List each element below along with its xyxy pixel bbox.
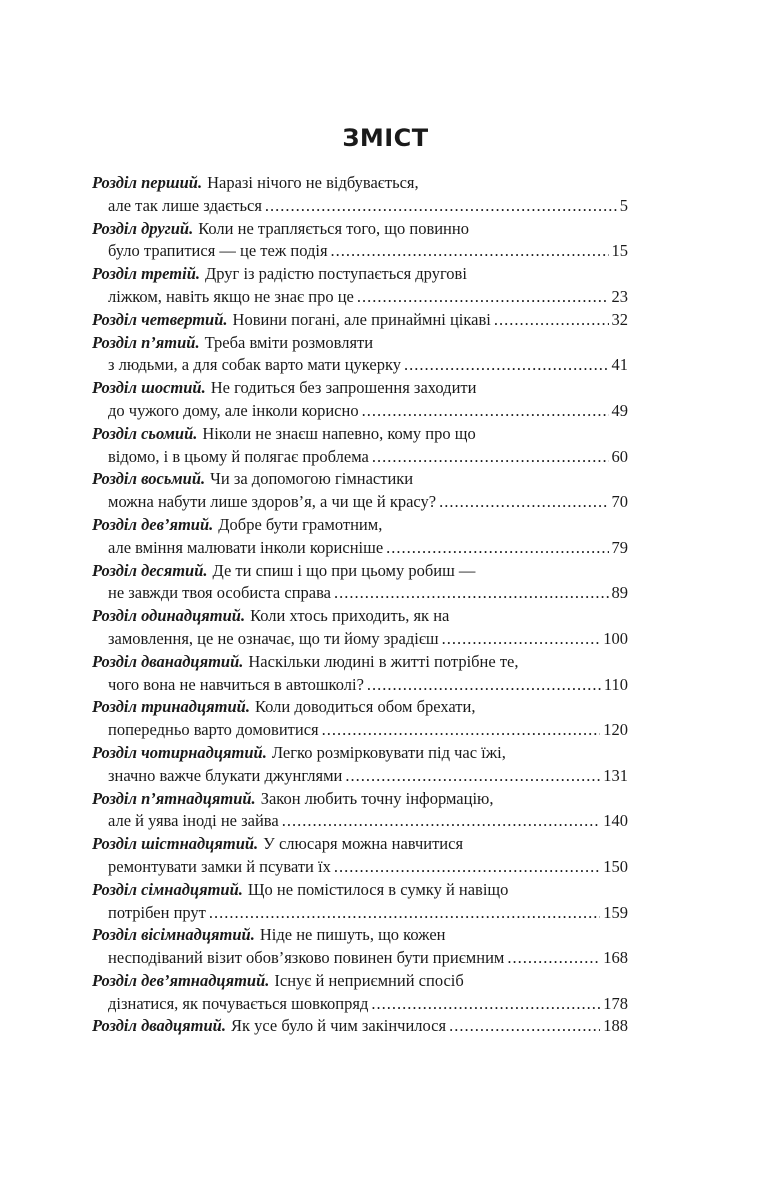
toc-entry-first-line (92, 172, 628, 195)
dot-leader (371, 993, 600, 1016)
page-number: 110 (603, 674, 628, 694)
chapter-title-text: Не годиться без запрошення заходити (210, 378, 477, 398)
toc-entry (92, 514, 628, 560)
chapter-title-text: Коли не трапляється того, що повинно (198, 218, 469, 238)
chapter-title-text: Закон любить точну інформацію, (260, 788, 494, 808)
chapter-title-text: Чи за допомогою гімнастики (210, 469, 414, 489)
chapter-title-text: Де ти спиш і що при цьому робиш — (212, 560, 476, 580)
toc-entry (92, 172, 628, 218)
dot-leader (209, 902, 600, 925)
page-number: 150 (603, 856, 628, 876)
toc-entry-continuation-line (92, 537, 628, 560)
chapter-label: Розділ дванадцятий. (92, 651, 244, 671)
chapter-title-text: Коли доводиться обом брехати, (254, 697, 476, 717)
chapter-title-text: ліжком, навіть якщо не знає про це (108, 286, 354, 306)
dot-leader (322, 719, 601, 742)
chapter-label: Розділ тринадцятий. (92, 697, 250, 717)
toc-entry-continuation-line (92, 628, 628, 651)
toc-entry-continuation-line (92, 993, 628, 1016)
toc-entry-continuation-line (92, 810, 628, 833)
toc-entry-continuation-line (92, 286, 628, 309)
toc-entry-first-line (92, 468, 628, 491)
chapter-title-text: несподіваний візит обов’язково повинен бути приємним (108, 948, 505, 968)
chapter-label: Розділ п’ятнадцятий. (92, 788, 256, 808)
page-number: 178 (603, 993, 628, 1013)
toc-entry (92, 468, 628, 514)
chapter-label: Розділ перший. (92, 173, 203, 192)
chapter-label: Розділ дев’ятий. (92, 514, 214, 534)
page-number: 15 (611, 241, 628, 261)
chapter-label: Розділ сьомий. (92, 423, 198, 443)
page-number: 100 (603, 628, 628, 648)
dot-leader (282, 810, 601, 833)
chapter-title-text: Ніколи не знаєш напевно, кому про що (202, 423, 476, 443)
chapter-title-text: попередньо варто домовитися (108, 720, 319, 740)
toc-entry (92, 924, 628, 970)
page-number: 131 (603, 765, 628, 785)
toc-entry-first-line (92, 879, 628, 902)
toc-entry-continuation-line (92, 240, 628, 263)
chapter-title-text: відомо, і в цьому й полягає проблема (108, 446, 369, 466)
toc-entry (92, 970, 628, 1016)
page-number: 5 (619, 195, 628, 215)
toc-entry (92, 788, 628, 834)
toc-entry-first-line (92, 332, 628, 355)
toc-entry-continuation-line (92, 446, 628, 469)
chapter-title-text: було трапитися — це теж подія (108, 241, 328, 261)
toc-entry-first-line (92, 218, 628, 241)
toc-entry-first-line (92, 696, 628, 719)
dot-leader (345, 765, 600, 788)
toc-entry-first-line (92, 309, 628, 332)
chapter-label: Розділ третій. (92, 264, 201, 284)
chapter-label: Розділ двадцятий. (92, 1016, 226, 1036)
chapter-title-text: але так лише здається (108, 195, 262, 215)
toc-entry (92, 309, 628, 332)
toc-entry-first-line (92, 605, 628, 628)
toc-entry-first-line (92, 924, 628, 947)
chapter-title-text: Новини погані, але принаймні цікаві (232, 309, 491, 329)
toc-entry-first-line (92, 742, 628, 765)
toc-entry-first-line (92, 651, 628, 674)
chapter-title-text: до чужого дому, але інколи корисно (108, 400, 359, 420)
dot-leader (334, 856, 600, 879)
toc-entry-continuation-line (92, 195, 628, 218)
toc-entry-first-line (92, 377, 628, 400)
chapter-title-text: Друг із радістю поступається другові (205, 264, 467, 284)
toc-entry-continuation-line (92, 354, 628, 377)
chapter-label: Розділ сімнадцятий. (92, 879, 243, 899)
toc-entry (92, 263, 628, 309)
toc-entry (92, 742, 628, 788)
page-number: 120 (603, 720, 628, 740)
chapter-title-text: Існує й неприємний спосіб (274, 970, 464, 990)
chapter-title-text: але вміння малювати інколи корисніше (108, 537, 384, 557)
page-number: 60 (611, 446, 628, 466)
chapter-title-text: але й уява іноді не зайва (108, 811, 279, 831)
chapter-title-text: Треба вміти розмовляти (204, 332, 374, 352)
page-number: 168 (603, 948, 628, 968)
page-number: 41 (611, 355, 628, 375)
page-number: 89 (611, 583, 628, 603)
chapter-title-text: Наразі нічого не відбувається, (207, 173, 419, 192)
dot-leader (449, 1015, 600, 1038)
chapter-title-text: У слюсаря можна навчитися (263, 834, 464, 854)
page-number: 140 (603, 811, 628, 831)
chapter-title-text: дізнатися, як почувається шовкопряд (108, 993, 369, 1013)
chapter-title-text: чого вона не навчиться в автошколі? (108, 674, 364, 694)
dot-leader (439, 491, 608, 514)
chapter-title-text: значно важче блукати джунглями (108, 765, 343, 785)
toc-entry-first-line (92, 970, 628, 993)
toc-entry (92, 423, 628, 469)
toc-entry (92, 560, 628, 606)
chapter-label: Розділ одинадцятий. (92, 606, 246, 626)
page-number: 79 (611, 537, 628, 557)
chapter-label: Розділ п’ятий. (92, 332, 200, 352)
chapter-title-text: можна набути лише здоров’я, а чи ще й красу? (108, 492, 437, 512)
chapter-label: Розділ другий. (92, 218, 194, 238)
chapter-label: Розділ четвертий. (92, 309, 228, 329)
dot-leader (386, 537, 608, 560)
toc-entry (92, 833, 628, 879)
dot-leader (442, 628, 601, 651)
toc-entry-first-line (92, 833, 628, 856)
dot-leader (404, 354, 608, 377)
page-number: 32 (611, 309, 628, 329)
chapter-label: Розділ чотирнадцятий. (92, 742, 267, 762)
chapter-title-text: Добре бути грамотним, (218, 514, 383, 534)
chapter-title-text: не завжди твоя особиста справа (108, 583, 331, 603)
dot-leader (372, 446, 609, 469)
chapter-label: Розділ вісімнадцятий. (92, 925, 255, 945)
dot-leader (367, 674, 601, 697)
toc-entry (92, 696, 628, 742)
toc-entry (92, 651, 628, 697)
dot-leader (265, 195, 617, 218)
chapter-title-text: Що не помістилося в сумку й навіщо (247, 879, 509, 899)
toc-entry (92, 879, 628, 925)
chapter-label: Розділ шістнадцятий. (92, 834, 259, 854)
page-number: 188 (603, 1016, 628, 1036)
toc-entry-first-line (92, 263, 628, 286)
dot-leader (331, 240, 609, 263)
toc-entry (92, 332, 628, 378)
toc-entry-continuation-line (92, 491, 628, 514)
chapter-label: Розділ шостий. (92, 378, 206, 398)
chapter-label: Розділ десятий. (92, 560, 208, 580)
toc-entry-first-line (92, 788, 628, 811)
chapter-label: Розділ дев’ятнадцятий. (92, 970, 270, 990)
toc-entry-continuation-line (92, 400, 628, 423)
page-number: 49 (611, 400, 628, 420)
toc-entry-first-line (92, 560, 628, 583)
toc-entry (92, 1015, 628, 1038)
toc-entry-continuation-line (92, 719, 628, 742)
chapter-title-text: ремонтувати замки й псувати їх (108, 856, 331, 876)
chapter-title-text: замовлення, це не означає, що ти йому зрадієш (108, 628, 439, 648)
dot-leader (507, 947, 600, 970)
chapter-title-text: Ніде не пишуть, що кожен (259, 925, 446, 945)
dot-leader (494, 309, 609, 332)
chapter-title-text: Як усе було й чим закінчилося (230, 1016, 447, 1036)
chapter-title-text: з людьми, а для собак варто мати цукерку (108, 355, 402, 375)
dot-leader (334, 582, 609, 605)
toc-entry-first-line (92, 514, 628, 537)
table-of-contents (92, 172, 628, 1038)
toc-entry-continuation-line (92, 856, 628, 879)
toc-entry-continuation-line (92, 582, 628, 605)
chapter-title-text: Легко розмірковувати під час їжі, (271, 742, 506, 762)
toc-entry-continuation-line (92, 674, 628, 697)
toc-entry-first-line (92, 1015, 628, 1038)
chapter-title-text: Наскільки людині в житті потрібне те, (248, 651, 519, 671)
chapter-label: Розділ восьмий. (92, 469, 206, 489)
page-number: 70 (611, 492, 628, 512)
toc-entry-continuation-line (92, 947, 628, 970)
toc-entry-continuation-line (92, 902, 628, 925)
toc-entry (92, 605, 628, 651)
toc-entry (92, 218, 628, 264)
chapter-title-text: Коли хтось приходить, як на (250, 606, 450, 626)
page-number: 159 (603, 902, 628, 922)
toc-entry (92, 377, 628, 423)
toc-entry-continuation-line (92, 765, 628, 788)
page-title: ЗМІСТ (342, 124, 429, 152)
dot-leader (362, 400, 609, 423)
toc-entry-first-line (92, 423, 628, 446)
chapter-title-text: потрібен прут (108, 902, 206, 922)
dot-leader (357, 286, 609, 309)
page-number: 23 (611, 286, 628, 306)
